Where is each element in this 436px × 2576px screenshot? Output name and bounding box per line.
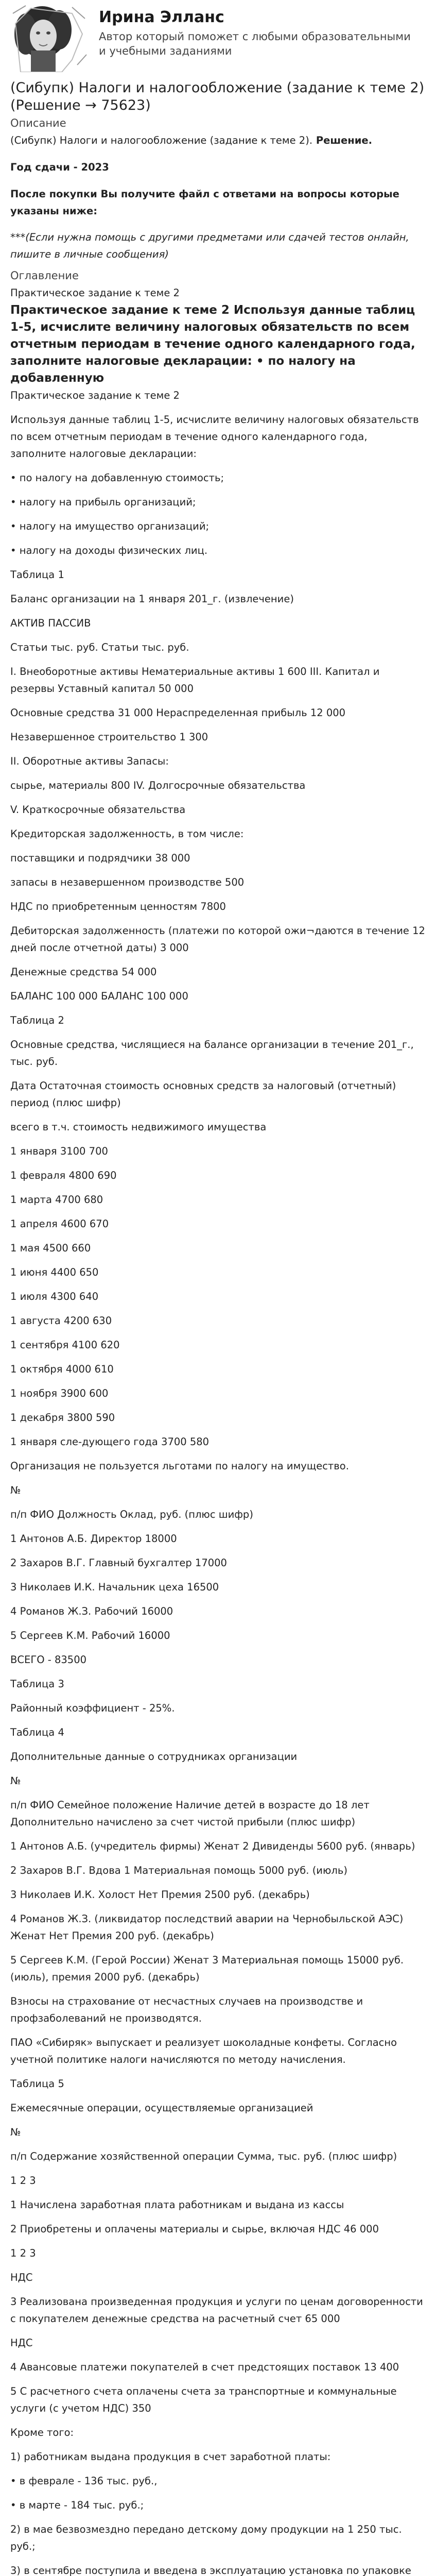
content-line: 2 Захаров В.Г. Главный бухгалтер 17000 [10,1557,227,1569]
description-solution: Решение. [312,134,373,146]
content-line: Кредиторская задолженность, в том числе: [10,828,244,840]
content-line: НДС по приобретенным ценностям 7800 [10,901,226,912]
content-line: 2 Приобретены и оплачены материалы и сырье, включая НДС 46 000 [10,2223,379,2235]
content-line: • в марте - 184 тыс. руб.; [10,2499,144,2511]
content-line: НДС [10,2272,33,2283]
content-line: 1 сентября 4100 620 [10,1339,120,1351]
content-line: Таблица 4 [10,1726,64,1738]
content-line: 1 апреля 4600 670 [10,1218,109,1230]
content-line: Взносы на страхование от несчастных случаев на производстве и профзаболеваний не производятся. [10,1995,363,2024]
content-line: Денежные средства 54 000 [10,966,157,978]
content-line: Дополнительные данные о сотрудниках организации [10,1751,298,1762]
content-line: 3 Николаев И.К. Начальник цеха 16500 [10,1581,219,1593]
content-line: V. Краткосрочные обязательства [10,804,186,816]
content-line: Практическое задание к теме 2 [10,389,180,401]
content-line: Основные средства, числящиеся на балансе организации в течение 201_г., тыс. руб. [10,1039,414,1067]
content-line: Дебиторская задолженность (платежи по которой ожи¬даются в течение 12 дней после отчетной даты) 3 000 [10,925,425,954]
content-line: • в феврале - 136 тыс. руб., [10,2475,158,2487]
content-line: Таблица 5 [10,2078,64,2090]
year: Год сдачи - 2023 [10,161,109,173]
content-line: 1) работникам выдана продукция в счет заработной платы: [10,2451,331,2463]
content-line: 1 декабря 3800 590 [10,1412,115,1423]
content-line: Статьи тыс. руб. Статьи тыс. руб. [10,641,189,653]
content-line: 1 января 3100 700 [10,1145,108,1157]
note: ***(Если нужна помощь с другими предметами или сдачей тестов онлайн, пишите в личные сообщения) [10,231,409,260]
content-line: 1 мая 4500 660 [10,1242,91,1254]
content-line: № [10,1484,21,1496]
content-line: 3) в сентябре поступила и введена в эксплуатацию установка по упаковке [10,2565,411,2576]
author-header [10,0,426,75]
content-line: поставщики и подрядчики 38 000 [10,852,190,864]
toc-text: Практическое задание к теме 2 [10,287,180,299]
content-heading: Практическое задание к теме 2 Используя данные таблиц 1-5, исчислите величину налоговых обязательств по всем отчетным периодам в течение одного календарного года, заполните налоговые декларации: • по налогу на добавленную [10,303,415,385]
content-line: 1 Начислена заработная плата работникам и выдана из кассы [10,2199,344,2211]
content-line: Ежемесячные операции, осуществляемые организацией [10,2102,313,2114]
content-line: БАЛАНС 100 000 БАЛАНС 100 000 [10,990,188,1002]
content-line: 1 Антонов А.Б. (учредитель фирмы) Женат 2 Дивиденды 5600 руб. (январь) [10,1840,415,1852]
content-line: 2 Захаров В.Г. Вдова 1 Материальная помощь 5000 руб. (июль) [10,1865,347,1876]
content-line: АКТИВ ПАССИВ [10,617,91,629]
author-description: Автор который поможет с любыми образовательными и учебными заданиями [99,30,411,57]
content-line: 4 Романов Ж.З. (ликвидатор последствий аварии на Чернобыльской АЭС) Женат Нет Премия 200 руб. (декабрь) [10,1913,404,1942]
content-line: 1 ноября 3900 600 [10,1387,109,1399]
content-line: 1 марта 4700 680 [10,1194,103,1206]
content-line: 1 января сле-дующего года 3700 580 [10,1436,210,1448]
content-lines [10,387,426,2576]
page-title: (Сибупк) Налоги и налогообложение (задание к теме 2) (Решение → 75623) [10,80,425,113]
content-line: Основные средства 31 000 Нераспределенная прибыль 12 000 [10,707,346,719]
content-line: Кроме того: [10,2427,74,2438]
content-line: п/п ФИО Семейное положение Наличие детей в возрасте до 18 лет Дополнительно начислено за счет чистой прибыли (плюс шифр) [10,1799,370,1828]
content-line: № [10,1775,21,1787]
content-line: • налогу на доходы физических лиц. [10,545,208,556]
content-line: 5 Сергеев К.М. (Герой России) Женат 3 Материальная помощь 15000 руб. (июль), премия 2000 руб. (декабрь) [10,1954,404,1983]
content-line: 4 Романов Ж.З. Рабочий 16000 [10,1605,173,1617]
content-line: ВСЕГО - 83500 [10,1654,87,1666]
content-line: 3 Реализована произведенная продукция и услуги по ценам договоренности с покупателем денежные средства на расчетный счет 65 000 [10,2296,423,2325]
content-line: 1 июля 4300 640 [10,1291,99,1302]
author-name[interactable]: Ирина Элланс [99,8,224,26]
content-line: I. Внеоборотные активы Нематериальные активы 1 600 III. Капитал и резервы Уставный капитал 50 000 [10,666,380,694]
content-line: 5 С расчетного счета оплачены счета за транспортные и коммунальные услуги (с учетом НДС) 350 [10,2385,397,2414]
content-line: 1 февраля 4800 690 [10,1170,117,1181]
content-line: Используя данные таблиц 1-5, исчислите величину налоговых обязательств по всем отчетным периодам в течение одного календарного года, заполните налоговые декларации: [10,414,419,460]
content-line: НДС [10,2337,33,2349]
content-line: всего в т.ч. стоимость недвижимого имущества [10,1121,267,1133]
content-line: 2) в мае безвозмездно передано детскому дому продукции на 1 250 тыс. руб.; [10,2523,402,2552]
content-line: Районный коэффициент - 25%. [10,1702,175,1714]
content-line: Баланс организации на 1 января 201_г. (извлечение) [10,593,294,605]
content-line: № [10,2126,21,2138]
content-line: п/п Содержание хозяйственной операции Сумма, тыс. руб. (плюс шифр) [10,2150,397,2162]
content-line: сырье, материалы 800 IV. Долгосрочные обязательства [10,779,306,791]
description-label: Описание [10,117,66,129]
content-line: 1 Антонов А.Б. Директор 18000 [10,1533,177,1545]
after-purchase: После покупки Вы получите файл с ответами на вопросы которые указаны ниже: [10,188,399,217]
toc-label: Оглавление [10,269,79,282]
content-line: 1 августа 4200 630 [10,1315,112,1327]
content-line: Таблица 3 [10,1678,64,1690]
content-line: Таблица 2 [10,1014,64,1026]
avatar-image [10,3,88,72]
content-line: 1 октября 4000 610 [10,1363,114,1375]
content-line: • налогу на имущество организаций; [10,520,210,532]
content-line: • по налогу на добавленную стоимость; [10,472,224,484]
content-line: Дата Остаточная стоимость основных средств за налоговый (отчетный) период (плюс шифр) [10,1080,396,1109]
content-line: II. Оборотные активы Запасы: [10,755,169,767]
content-line: 1 2 3 [10,2247,36,2259]
content-line: 5 Сергеев К.М. Рабочий 16000 [10,1630,170,1641]
content-line: ПАО «Сибиряк» выпускает и реализует шоколадные конфеты. Согласно учетной политике налоги начисляются по методу начисления. [10,2037,397,2065]
content-line: запасы в незавершенном производстве 500 [10,876,245,888]
content-line: 4 Авансовые платежи покупателей в счет предстоящих поставок 13 400 [10,2361,399,2373]
description-text [10,132,426,149]
author-info [99,3,418,58]
content-line: • налогу на прибыль организаций; [10,496,196,508]
content-line: Организация не пользуется льготами по налогу на имущество. [10,1460,349,1472]
content-line: 3 Николаев И.К. Холост Нет Премия 2500 руб. (декабрь) [10,1889,310,1901]
content-line: 1 2 3 [10,2175,36,2187]
content-line: Незавершенное строительство 1 300 [10,731,208,743]
content-line: п/п ФИО Должность Оклад, руб. (плюс шифр) [10,1509,253,1520]
avatar[interactable] [10,3,88,72]
content-line: 1 июня 4400 650 [10,1266,99,1278]
content-line: Таблица 1 [10,569,64,581]
description-main: (Сибупк) Налоги и налогообложение (задание к теме 2). [10,134,313,146]
